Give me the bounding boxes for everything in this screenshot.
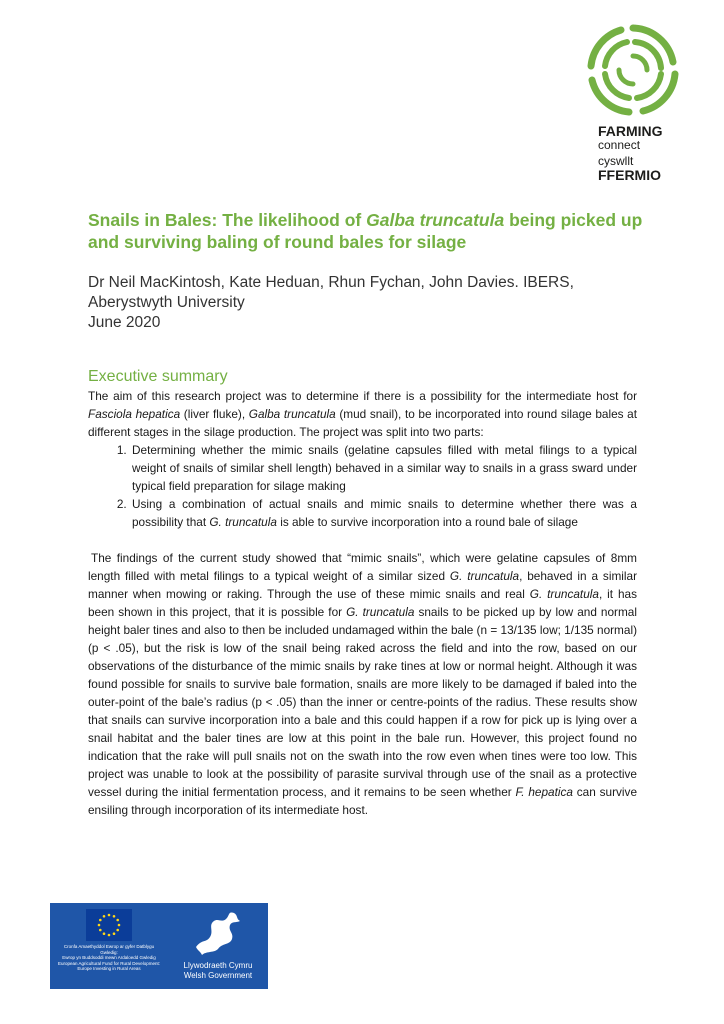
species-name: G. truncatula (529, 587, 599, 601)
title-species: Galba truncatula (366, 210, 505, 230)
welsh-government-logo (168, 903, 268, 989)
summary-paragraph-2 (88, 549, 637, 819)
title-text-2: being picked up and surviving baling of round bales for silage (88, 210, 643, 252)
logo-line-cyswllt: cyswllt (598, 154, 634, 169)
text-run: The findings of the current study showed that “mimic snails”, which were gelatine capsules of 8mm length filled with metal filings to a typical weight of a similar sized (88, 551, 637, 583)
text-run: , it has been shown in this project, that it is possible for (88, 587, 637, 619)
welsh-dragon-icon (188, 909, 248, 957)
swirl-logo-icon (585, 22, 681, 118)
eu-text-2: Ewrop yn Buddsoddi mewn Ardaloedd Gwledig (62, 955, 156, 960)
species-name: Fasciola hepatica (88, 407, 181, 421)
text-run: (liver fluke), (180, 407, 249, 421)
text-run: can survive ensiling through incorporation of its intermediate host. (88, 785, 638, 817)
text-run: , behaved in a similar manner when mowing or raking. Through the use of these mimic snails and real (88, 569, 637, 601)
species-name: G. truncatula (346, 605, 415, 619)
summary-paragraph-1 (88, 387, 637, 441)
list-item (130, 495, 637, 531)
title-text-1: Snails in Bales: The likelihood of (88, 210, 367, 230)
eu-text-4: Europe Investing in Rural Areas (77, 966, 141, 971)
eu-text-1: Cronfa Amaethyddol Ewrop ar gyfer Datblygu Gwledig: (63, 944, 155, 955)
logo-line-connect: connect (598, 137, 641, 152)
text-run: is able to survive incorporation into a round bale of silage (276, 515, 578, 529)
executive-summary-heading: Executive summary (88, 368, 228, 385)
welsh-gov-line-1: Llywodraeth Cymru (183, 961, 253, 970)
document-title (88, 209, 644, 253)
species-name: F. hepatica (515, 785, 573, 799)
eu-text-3: European Agricultural Fund for Rural Development: (57, 960, 161, 966)
text-run: Using a combination of actual snails and mimic snails to determine whether there was a possibility that (132, 497, 637, 529)
text-run: (mud snail), to be incorporated into round silage bales at different stages in the silage production. The project was split into two parts: (88, 407, 638, 439)
eu-funding-logo (50, 903, 168, 989)
eu-flag-icon (86, 909, 132, 941)
welsh-gov-line-2: Welsh Government (183, 971, 253, 980)
species-name: G. truncatula (209, 515, 277, 529)
farming-connect-logo (584, 22, 682, 183)
logo-line-farming: FARMING (598, 123, 663, 139)
author-block (88, 273, 644, 333)
summary-body (88, 387, 637, 819)
species-name: Galba truncatula (248, 407, 336, 421)
publication-date: June 2020 (88, 314, 161, 331)
logo-line-ffermio: FFERMIO (598, 166, 661, 183)
list-item: 1. Determining whether the mimic snails (gelatine capsules filled with metal filings to a typical weight of snails of similar shell length) behaved in a similar way to snails in a grass sward under typical field preparation for silage making (130, 441, 637, 495)
species-name: G. truncatula (449, 569, 520, 583)
authors-line-2: Aberystwyth University (88, 294, 245, 311)
funding-logos (50, 903, 268, 989)
project-parts-list (88, 441, 637, 531)
authors-line-1: Dr Neil MacKintosh, Kate Heduan, Rhun Fychan, John Davies. IBERS, (88, 274, 574, 291)
text-run: snails to be picked up by low and normal height baler tines and also to then be included undamaged within the bale (n = 13/135 low; 1/135 normal) (p < .05), but the risk is low of the snail being raked across the field and into the row, based on our observations of the disturbance of the mimic snails by rake tines at low or normal height. Although it was found possible for snails to survive bale formation, snails are more likely to be damaged if baled into the outer-point of the bale’s radius (p < .05) than the inner or centre-points of the radius. These results show that snails can survive incorporation into a bale and this could happen if a row for pick up is lying over a snail habitat and the baler tines are low at this point in the bale run. However, this project found no indication that the rake will pull snails not on the swath into the row even when tines were too low. This project was unable to look at the possibility of parasite survival through use of the snail as a protective vessel during the initial fermentation process, and it remains to be seen whether (88, 605, 637, 799)
text-run: The aim of this research project was to determine if there is a possibility for the intermediate host for (88, 389, 637, 403)
